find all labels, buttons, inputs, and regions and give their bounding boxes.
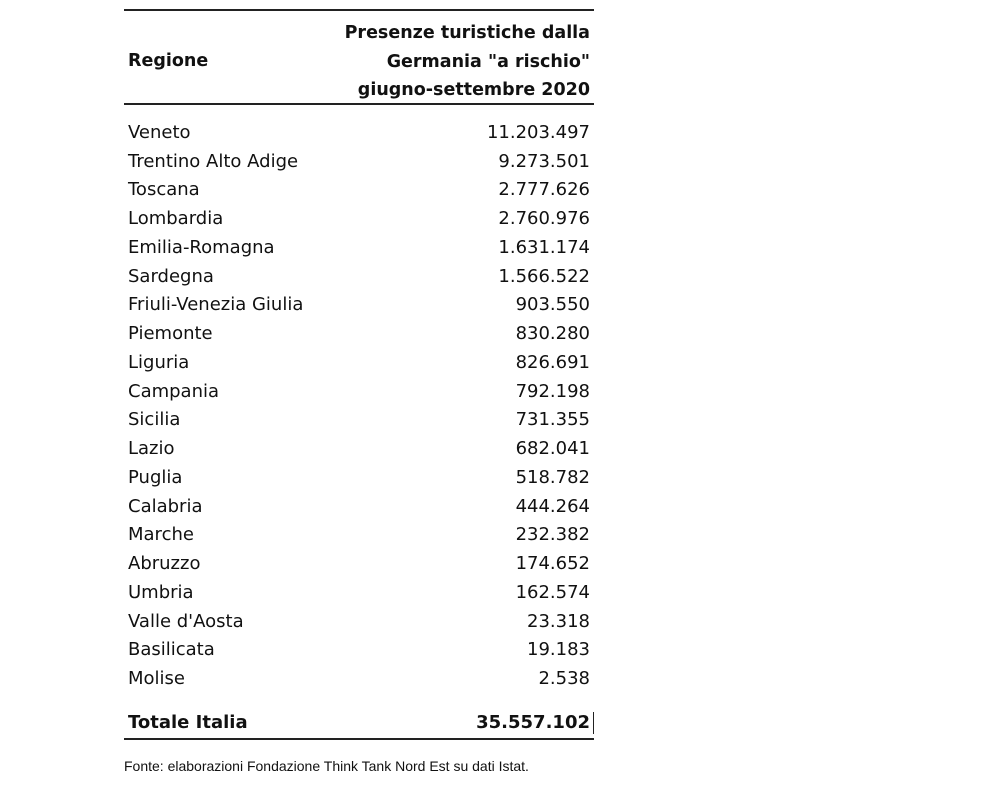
region-name: Molise (128, 668, 185, 690)
table-row (124, 176, 594, 205)
data-table (124, 9, 594, 740)
table-row (124, 578, 594, 607)
table-row (124, 118, 594, 147)
region-value: 11.203.497 (486, 121, 590, 143)
header-value (345, 19, 590, 105)
region-name: Piemonte (128, 323, 213, 345)
table-body (124, 118, 594, 693)
total-label: Totale Italia (128, 711, 248, 733)
region-name: Valle d'Aosta (128, 610, 244, 632)
table-row (124, 463, 594, 492)
table-total (124, 708, 594, 738)
table-row (124, 406, 594, 435)
region-value: 826.691 (515, 351, 590, 373)
region-value: 23.318 (527, 610, 590, 632)
region-value: 731.355 (515, 409, 590, 431)
table-row (124, 348, 594, 377)
region-name: Lombardia (128, 208, 224, 230)
table-row (124, 204, 594, 233)
header-value-line: Germania "a rischio" (386, 51, 590, 72)
region-name: Toscana (128, 179, 200, 201)
region-name: Sicilia (128, 409, 181, 431)
region-value: 682.041 (515, 438, 590, 460)
region-name: Marche (128, 524, 194, 546)
region-name: Calabria (128, 495, 203, 517)
region-name: Friuli-Venezia Giulia (128, 294, 304, 316)
region-name: Basilicata (128, 639, 215, 661)
region-name: Campania (128, 380, 220, 402)
table-row (124, 549, 594, 578)
region-value: 9.273.501 (498, 150, 590, 172)
region-name: Liguria (128, 351, 190, 373)
region-name: Sardegna (128, 265, 214, 287)
region-value: 2.777.626 (498, 179, 590, 201)
table-row (124, 607, 594, 636)
header-value-line: Presenze turistiche dalla (344, 23, 590, 43)
table-bottom-rule (124, 738, 594, 740)
table-row (124, 434, 594, 463)
table-row (124, 636, 594, 665)
region-name: Abruzzo (128, 553, 201, 575)
region-name: Umbria (128, 581, 194, 603)
region-value: 2.760.976 (498, 208, 590, 230)
region-value: 232.382 (515, 524, 590, 546)
header-region: Regione (128, 51, 209, 71)
region-value: 444.264 (515, 495, 590, 517)
region-name: Trentino Alto Adige (128, 150, 299, 172)
region-value: 19.183 (527, 639, 590, 661)
region-value: 1.631.174 (498, 236, 590, 258)
region-value: 2.538 (538, 668, 590, 690)
region-name: Lazio (128, 438, 175, 460)
total-row (124, 708, 594, 736)
table-row (124, 377, 594, 406)
table-row (124, 664, 594, 693)
table-row (124, 233, 594, 262)
region-value: 792.198 (515, 380, 590, 402)
total-value: 35.557.102 (476, 711, 590, 733)
region-value: 830.280 (515, 323, 590, 345)
table-row (124, 147, 594, 176)
table-header (124, 11, 594, 103)
table-row (124, 492, 594, 521)
table-row (124, 291, 594, 320)
source-note: Fonte: elaborazioni Fondazione Think Tank Nord Est su dati Istat. (124, 758, 529, 774)
region-name: Veneto (128, 121, 191, 143)
header-value-line: giugno-settembre 2020 (357, 80, 590, 100)
region-value: 903.550 (515, 294, 590, 316)
region-name: Puglia (128, 466, 183, 488)
region-value: 518.782 (515, 466, 590, 488)
table-row (124, 521, 594, 550)
region-value: 174.652 (515, 553, 590, 575)
table-row (124, 262, 594, 291)
region-value: 162.574 (515, 581, 590, 603)
region-name: Emilia-Romagna (128, 236, 275, 258)
region-value: 1.566.522 (498, 265, 590, 287)
total-cell-border (593, 712, 594, 734)
table-row (124, 319, 594, 348)
